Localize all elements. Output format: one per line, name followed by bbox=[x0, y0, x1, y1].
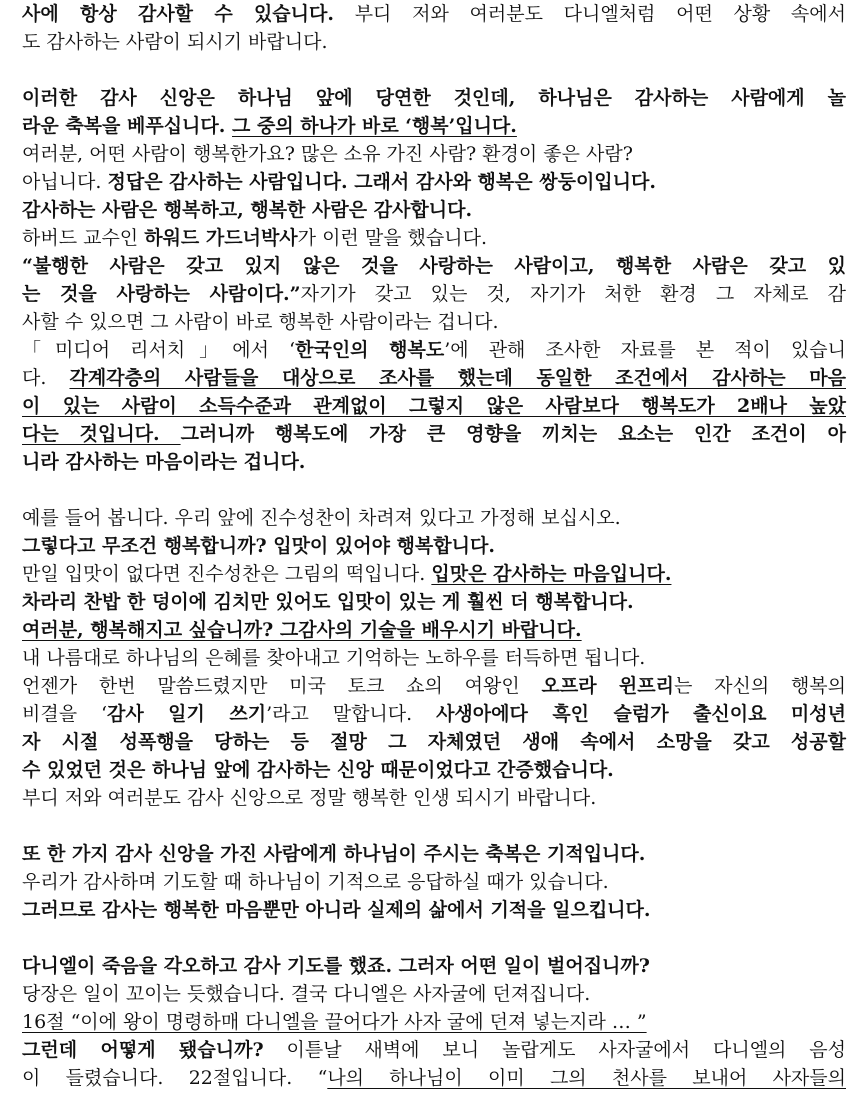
text-line bbox=[22, 952, 846, 980]
text-line bbox=[22, 140, 846, 168]
text-segment: 「미디어 리서치」에서 ‘ bbox=[22, 339, 296, 361]
text-segment: 니라 감사하는 마음이라는 겁니다. bbox=[22, 451, 306, 473]
text-line bbox=[22, 616, 846, 644]
text-segment: 각계각층의 사람들을 대상으로 조사를 했는데 동일한 조건에서 감사하는 마음 bbox=[69, 367, 846, 389]
text-line bbox=[22, 1036, 846, 1064]
text-segment: 수 있었던 것은 하나님 앞에 감사하는 신앙 때문이었다고 간증했습니다. bbox=[22, 759, 614, 781]
text-line bbox=[22, 336, 846, 364]
text-line bbox=[22, 784, 846, 812]
text-line bbox=[22, 280, 846, 308]
text-line bbox=[22, 0, 846, 28]
text-segment: 이튿날 새벽에 보니 놀랍게도 사자굴에서 다니엘의 음성 bbox=[263, 1039, 846, 1061]
text-segment: 부디 저와 여러분도 감사 신앙으로 정말 행복한 인생 되시기 바랍니다. bbox=[22, 787, 597, 809]
text-line bbox=[22, 588, 846, 616]
text-line bbox=[22, 840, 846, 868]
text-segment: 당장은 일이 꼬이는 듯했습니다. 결국 다니엘은 사자굴에 던져집니다. bbox=[22, 983, 591, 1005]
text-segment: 그런데 어떻게 됐습니까? bbox=[22, 1039, 264, 1061]
text-segment: 만일 입맛이 없다면 진수성찬은 그림의 떡입니다. bbox=[22, 563, 432, 585]
text-segment: 감사 일기 쓰기 bbox=[107, 703, 267, 725]
text-segment: 차라리 찬밥 한 덩이에 김치만 있어도 입맛이 있는 게 훨씬 더 행복합니다. bbox=[22, 591, 634, 613]
text-segment: 하버드 교수인 bbox=[22, 227, 145, 249]
text-line bbox=[22, 364, 846, 392]
text-segment: 이러한 감사 신앙은 하나님 앞에 당연한 것인데, 하나님은 감사하는 사람에게 놀 bbox=[22, 87, 846, 109]
text-segment: 여러분, 행복해지고 싶습니까? 그감사의 기술을 배우시기 바랍니다. bbox=[22, 619, 582, 641]
text-segment: 감사하는 사람은 행복하고, 행복한 사람은 감사합니다. bbox=[22, 199, 473, 221]
text-segment: 16절 “이에 왕이 명령하매 다니엘을 끌어다가 사자 굴에 던져 넣는지라 … ” bbox=[22, 1011, 647, 1033]
text-segment: 언젠가 한번 말씀드렸지만 미국 토크 쇼의 여왕인 bbox=[22, 675, 542, 697]
document-body bbox=[22, 0, 846, 1092]
text-segment: 는 자신의 행복의 bbox=[673, 675, 847, 697]
text-segment: 나의 하나님이 이미 그의 천사를 보내어 사자들의 bbox=[327, 1067, 846, 1089]
text-line bbox=[22, 728, 846, 756]
text-segment: 자기가 갖고 있는 것, 자기가 처한 환경 그 자체로 감 bbox=[300, 283, 846, 305]
text-line bbox=[22, 28, 846, 56]
text-line bbox=[22, 84, 846, 112]
text-line bbox=[22, 504, 846, 532]
text-segment: 사에 항상 감사할 수 있습니다. bbox=[22, 3, 334, 25]
text-segment: 도 감사하는 사람이 되시기 바랍니다. bbox=[22, 31, 328, 53]
text-segment: 다는 것입니다. bbox=[22, 423, 181, 445]
text-line bbox=[22, 112, 846, 140]
text-segment: “불행한 사람은 갖고 있지 않은 것을 사랑하는 사람이고, 행복한 사람은 갖고 있 bbox=[22, 255, 846, 277]
text-segment: 하워드 가드너박사 bbox=[144, 227, 298, 249]
text-segment: 그 중의 하나가 바로 ‘행복’입니다. bbox=[232, 115, 517, 137]
text-line bbox=[22, 896, 846, 924]
text-line bbox=[22, 644, 846, 672]
text-line bbox=[22, 448, 846, 476]
text-segment: 예를 들어 봅니다. 우리 앞에 진수성찬이 차려져 있다고 가정해 보십시오. bbox=[22, 507, 621, 529]
text-line bbox=[22, 560, 846, 588]
text-line bbox=[22, 252, 846, 280]
text-line bbox=[22, 168, 846, 196]
text-segment: 부디 저와 여러분도 다니엘처럼 어떤 상황 속에서 bbox=[333, 3, 846, 25]
text-segment: 다니엘이 죽음을 각오하고 감사 기도를 했죠. 그러자 어떤 일이 벌어집니까? bbox=[22, 955, 650, 977]
text-line bbox=[22, 672, 846, 700]
text-segment: 이 들렸습니다. 22절입니다. “ bbox=[22, 1067, 328, 1089]
paragraph-gap bbox=[22, 812, 846, 840]
text-line bbox=[22, 868, 846, 896]
text-segment: 한국인의 행복도 bbox=[295, 339, 445, 361]
text-segment: 비결을 ‘ bbox=[22, 703, 107, 725]
text-line bbox=[22, 1064, 846, 1092]
text-segment: 그러므로 감사는 행복한 마음뿐만 아니라 실제의 삶에서 기적을 일으킵니다. bbox=[22, 899, 651, 921]
text-line bbox=[22, 392, 846, 420]
text-segment: 오프라 윈프리 bbox=[541, 675, 674, 697]
text-segment: 사할 수 있으면 그 사람이 바로 행복한 사람이라는 겁니다. bbox=[22, 311, 499, 333]
text-line bbox=[22, 224, 846, 252]
text-line bbox=[22, 308, 846, 336]
text-segment: 그러니까 행복도에 가장 큰 영향을 끼치는 요소는 인간 조건이 아 bbox=[180, 423, 847, 445]
text-segment: 라운 축복을 베푸십니다. bbox=[22, 115, 232, 137]
text-segment: 정답은 감사하는 사람입니다. 그래서 감사와 행복은 쌍둥이입니다. bbox=[107, 171, 656, 193]
text-segment: 사생아에다 흑인 슬럼가 출신이요 미성년 bbox=[436, 703, 846, 725]
paragraph-gap bbox=[22, 924, 846, 952]
text-line bbox=[22, 756, 846, 784]
text-segment: ’에 관해 조사한 자료를 본 적이 있습니 bbox=[444, 339, 847, 361]
text-segment: 여러분, 어떤 사람이 행복한가요? 많은 소유 가진 사람? 환경이 좋은 사람? bbox=[22, 143, 633, 165]
text-segment: 는 것을 사랑하는 사람이다.” bbox=[22, 283, 301, 305]
text-segment: 입맛은 감사하는 마음입니다. bbox=[431, 563, 672, 585]
paragraph-gap bbox=[22, 56, 846, 84]
text-segment: 우리가 감사하며 기도할 때 하나님이 기적으로 응답하실 때가 있습니다. bbox=[22, 871, 609, 893]
text-line bbox=[22, 980, 846, 1008]
text-segment: 아닙니다. bbox=[22, 171, 108, 193]
text-segment: 다. bbox=[22, 367, 70, 389]
paragraph-gap bbox=[22, 476, 846, 504]
text-segment: 가 이런 말을 했습니다. bbox=[297, 227, 488, 249]
text-line bbox=[22, 1008, 846, 1036]
text-line bbox=[22, 196, 846, 224]
text-segment: 이 있는 사람이 소득수준과 관계없이 그렇지 않은 사람보다 행복도가 2배나 높았 bbox=[22, 395, 846, 417]
text-segment: 또 한 가지 감사 신앙을 가진 사람에게 하나님이 주시는 축복은 기적입니다. bbox=[22, 843, 646, 865]
text-segment: ’라고 말합니다. bbox=[266, 703, 437, 725]
text-line bbox=[22, 532, 846, 560]
text-segment: 내 나름대로 하나님의 은혜를 찾아내고 기억하는 노하우를 터득하면 됩니다. bbox=[22, 647, 646, 669]
text-segment: 그렇다고 무조건 행복합니까? 입맛이 있어야 행복합니다. bbox=[22, 535, 495, 557]
text-line bbox=[22, 420, 846, 448]
text-line bbox=[22, 700, 846, 728]
text-segment: 자 시절 성폭행을 당하는 등 절망 그 자체였던 생애 속에서 소망을 갖고 성공할 bbox=[22, 731, 846, 753]
